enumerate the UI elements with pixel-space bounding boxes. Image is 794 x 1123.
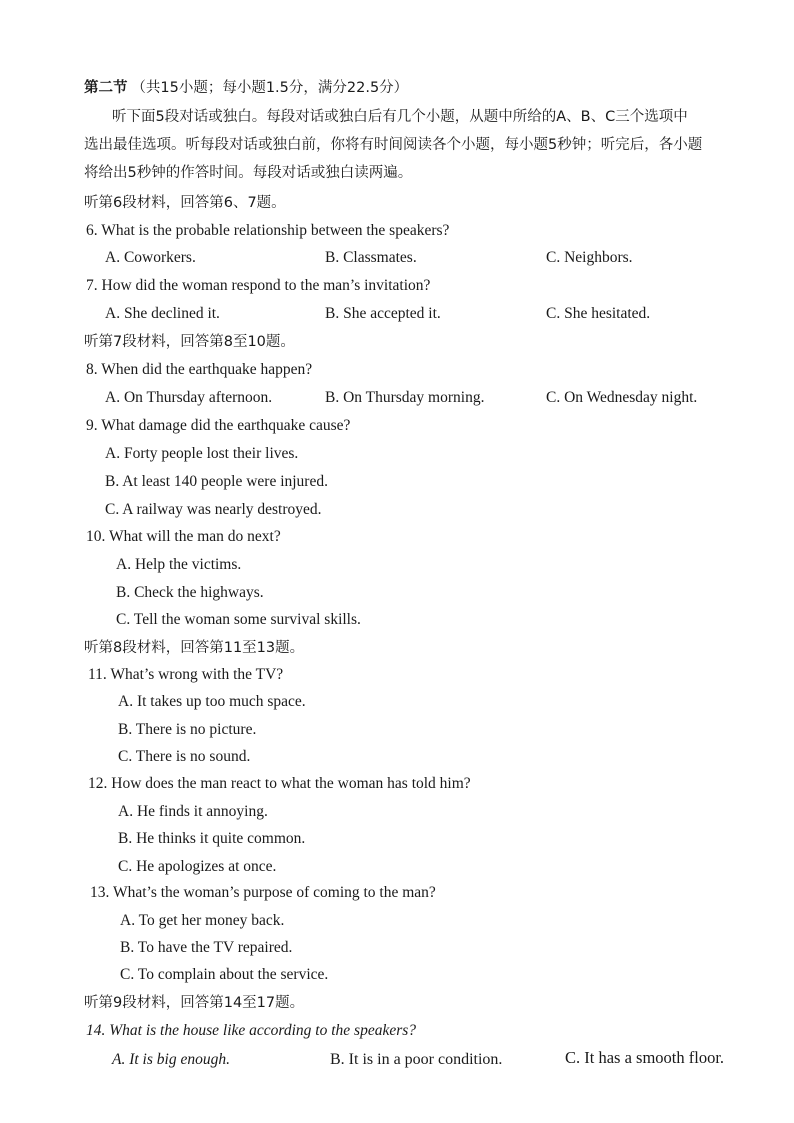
option-c: C. He apologizes at once. xyxy=(118,858,277,875)
option-c: C. It has a smooth floor. xyxy=(565,1048,725,1067)
option-a: A. She declined it. xyxy=(105,305,220,322)
question-stem: 6. What is the probable relationship between the speakers? xyxy=(86,222,450,239)
section-title: 第二节 xyxy=(84,80,128,96)
instruction-line-2: 选出最佳选项。听每段对话或独白前，你将有时间阅读各个小题，每小题5秒钟；听完后，各小题 xyxy=(84,137,703,153)
option-c: C. Neighbors. xyxy=(546,249,633,266)
question-stem: 13. What’s the woman’s purpose of coming to the man? xyxy=(90,884,436,901)
option-c: C. A railway was nearly destroyed. xyxy=(105,501,322,518)
option-a: A. On Thursday afternoon. xyxy=(105,389,273,406)
question-stem: 11. What’s wrong with the TV? xyxy=(88,666,284,683)
option-a: A. Coworkers. xyxy=(105,249,196,266)
question-stem: 9. What damage did the earthquake cause? xyxy=(86,417,351,434)
instruction-line-1: 听下面5段对话或独白。每段对话或独白后有几个小题，从题中所给的A、B、C三个选项中 xyxy=(112,109,688,125)
option-b: B. Classmates. xyxy=(325,249,417,266)
group-header: 听第6段材料，回答第6、7题。 xyxy=(84,195,286,211)
option-b: B. On Thursday morning. xyxy=(325,389,485,406)
option-a: A. It takes up too much space. xyxy=(118,693,306,710)
section-header xyxy=(84,78,408,98)
option-c: C. To complain about the service. xyxy=(120,966,329,983)
option-a: A. To get her money back. xyxy=(120,912,285,929)
group-header: 听第7段材料，回答第8至10题。 xyxy=(84,334,295,350)
option-b: B. He thinks it quite common. xyxy=(118,830,306,847)
option-c: C. She hesitated. xyxy=(546,305,651,322)
option-b: B. Check the highways. xyxy=(116,584,264,601)
option-a: A. It is big enough. xyxy=(112,1051,230,1068)
instruction-line-3: 将给出5秒钟的作答时间。每段对话或独白读两遍。 xyxy=(84,165,413,181)
question-stem: 8. When did the earthquake happen? xyxy=(86,361,313,378)
option-a: A. Help the victims. xyxy=(116,556,242,573)
option-b: B. She accepted it. xyxy=(325,305,441,322)
section-meta: （共15小题；每小题1.5分，满分22.5分） xyxy=(131,80,409,96)
group-header: 听第9段材料，回答第14至17题。 xyxy=(84,995,305,1011)
option-a: A. He finds it annoying. xyxy=(118,803,268,820)
option-b: B. To have the TV repaired. xyxy=(120,939,293,956)
question-stem: 10. What will the man do next? xyxy=(86,528,281,545)
option-c: C. Tell the woman some survival skills. xyxy=(116,611,361,628)
option-b: B. There is no picture. xyxy=(118,721,257,738)
group-header: 听第8段材料，回答第11至13题。 xyxy=(84,640,305,656)
option-b: B. It is in a poor condition. xyxy=(330,1051,503,1068)
question-stem: 14. What is the house like according to the speakers? xyxy=(86,1022,417,1039)
question-stem: 12. How does the man react to what the woman has told him? xyxy=(88,775,471,792)
option-a: A. Forty people lost their lives. xyxy=(105,445,299,462)
option-b: B. At least 140 people were injured. xyxy=(105,473,328,490)
question-stem: 7. How did the woman respond to the man’s invitation? xyxy=(86,277,431,294)
option-c: C. On Wednesday night. xyxy=(546,389,698,406)
option-c: C. There is no sound. xyxy=(118,748,251,765)
